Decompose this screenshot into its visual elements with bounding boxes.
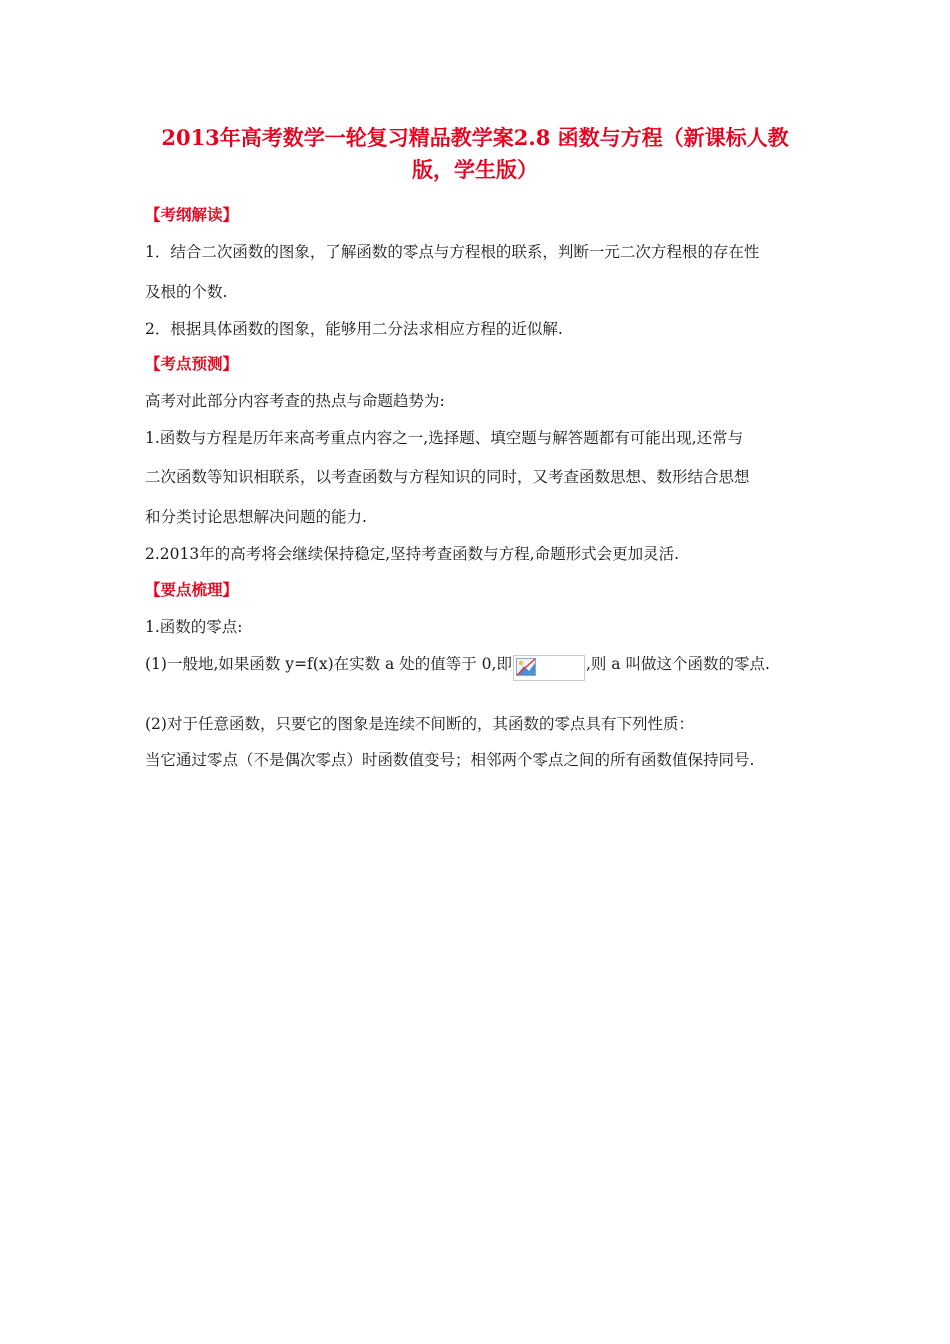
syllabus-item-1-line-1: 1．结合二次函数的图象，了解函数的零点与方程根的联系，判断一元二次方程根的存在性	[145, 243, 760, 261]
section-heading-key-points: 【要点梳理】	[145, 580, 239, 599]
title-line-2: 版，学生版）	[412, 157, 538, 182]
key-point-2-property: (2)对于任意函数，只要它的图象是连续不间断的，其函数的零点具有下列性质：	[145, 715, 694, 733]
definition-text-before: (1)一般地,如果函数 y=f(x)在实数 a 处的值等于 0,即	[145, 655, 512, 673]
forecast-intro: 高考对此部分内容考查的热点与命题趋势为:	[145, 392, 445, 410]
syllabus-item-1-line-2: 及根的个数.	[145, 283, 228, 301]
broken-image-icon	[513, 655, 585, 681]
forecast-item-1-line-1: 1.函数与方程是历年来高考重点内容之一,选择题、填空题与解答题都有可能出现,还常与	[145, 429, 744, 447]
forecast-item-1-line-2: 二次函数等知识相联系，以考查函数与方程知识的同时，又考查函数思想、数形结合思想	[145, 468, 750, 486]
key-point-1-heading: 1.函数的零点:	[145, 618, 243, 636]
document-title	[130, 122, 820, 186]
forecast-item-2: 2.2013年的高考将会继续保持稳定,坚持考查函数与方程,命题形式会更加灵活.	[145, 545, 680, 563]
key-point-1-definition	[145, 652, 770, 681]
definition-text-after: ,则 a 叫做这个函数的零点.	[585, 655, 770, 673]
syllabus-item-2: 2．根据具体函数的图象，能够用二分法求相应方程的近似解.	[145, 320, 563, 338]
title-line-1: 2013年高考数学一轮复习精品教学案2.8 函数与方程（新课标人教	[161, 125, 789, 150]
section-heading-forecast: 【考点预测】	[145, 354, 239, 373]
section-heading-syllabus: 【考纲解读】	[145, 205, 239, 224]
forecast-item-1-line-3: 和分类讨论思想解决问题的能力.	[145, 508, 367, 526]
key-point-2-detail: 当它通过零点（不是偶次零点）时函数值变号；相邻两个零点之间的所有函数值保持同号.	[145, 751, 755, 769]
